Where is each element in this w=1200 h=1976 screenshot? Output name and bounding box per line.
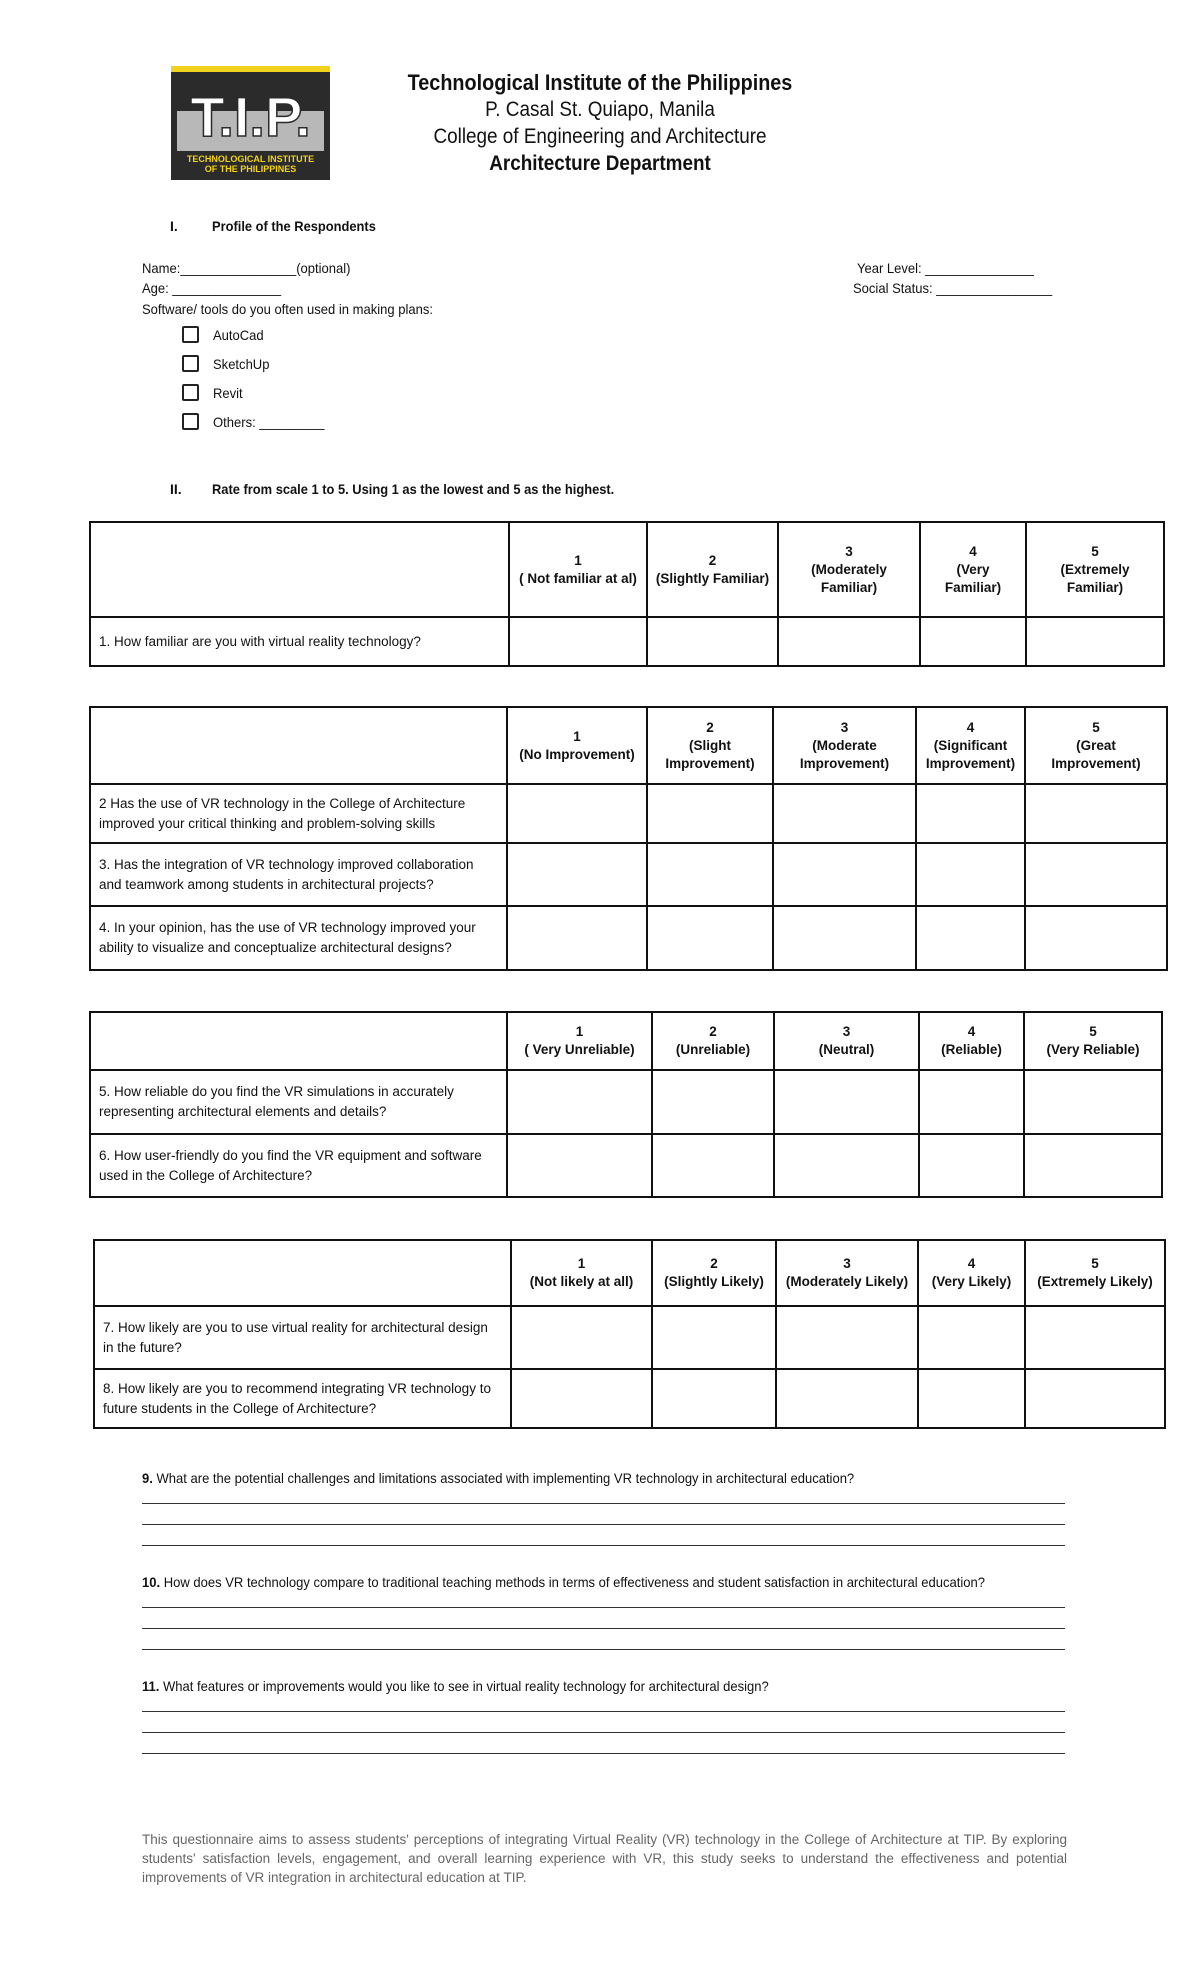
rating-cell[interactable]	[916, 906, 1025, 970]
reliability-table	[89, 1011, 1163, 1198]
open-question-10: 10. How does VR technology compare to traditional teaching methods in terms of effectiveness and student satisfaction in architectural education?	[142, 1574, 985, 1590]
rating-cell[interactable]	[773, 843, 916, 906]
revit-checkbox[interactable]	[182, 384, 199, 401]
table-corner	[90, 522, 509, 617]
scale-header: 5 (Extremely Likely)	[1025, 1240, 1165, 1306]
rating-cell[interactable]	[652, 1070, 774, 1134]
scale-header: 3 (Neutral)	[774, 1012, 919, 1070]
table-row	[90, 906, 1167, 970]
others-label: Others: _________	[213, 414, 325, 430]
question-3: 3. Has the integration of VR technology improved collaboration and teamwork among students in architectural projects?	[90, 843, 507, 906]
section-1-number: I.	[170, 218, 178, 234]
rating-cell[interactable]	[773, 784, 916, 843]
scale-header: 4 (Reliable)	[919, 1012, 1024, 1070]
scale-header: 5 (Extremely Familiar)	[1026, 522, 1164, 617]
name-field[interactable]: Name:________________(optional)	[142, 260, 351, 276]
rating-cell[interactable]	[1024, 1134, 1162, 1197]
scale-header: 3 (Moderately Familiar)	[778, 522, 920, 617]
rating-cell[interactable]	[1025, 1369, 1165, 1428]
familiarity-table	[89, 521, 1165, 667]
table-row	[90, 843, 1167, 906]
table-row	[90, 617, 1164, 666]
college-name: College of Engineering and Architecture	[433, 125, 767, 148]
logo-text: T.I.P.	[190, 85, 311, 148]
rating-cell[interactable]	[652, 1369, 776, 1428]
rating-cell[interactable]	[507, 843, 647, 906]
answer-line[interactable]	[142, 1649, 1065, 1650]
scale-header: 2 (Slightly Likely)	[652, 1240, 776, 1306]
logo-sub-line2: OF THE PHILIPPINES	[204, 164, 297, 174]
improvement-table	[89, 706, 1168, 971]
rating-cell[interactable]	[511, 1369, 652, 1428]
question-5: 5. How reliable do you find the VR simulations in accurately representing architectural elements and details?	[90, 1070, 507, 1134]
section-1-title: Profile of the Respondents	[212, 218, 376, 234]
answer-line[interactable]	[142, 1545, 1065, 1546]
revit-label: Revit	[213, 385, 243, 401]
scale-header: 2 (Slight Improvement)	[647, 707, 773, 784]
rating-cell[interactable]	[918, 1306, 1025, 1369]
rating-cell[interactable]	[1025, 843, 1167, 906]
others-checkbox[interactable]	[182, 413, 199, 430]
rating-cell[interactable]	[507, 1070, 652, 1134]
rating-cell[interactable]	[652, 1306, 776, 1369]
open-question-11: 11. What features or improvements would you like to see in virtual reality technology for architectural design?	[142, 1678, 769, 1694]
rating-cell[interactable]	[920, 617, 1026, 666]
rating-cell[interactable]	[1024, 1070, 1162, 1134]
rating-cell[interactable]	[776, 1306, 918, 1369]
answer-line[interactable]	[142, 1628, 1065, 1629]
scale-header: 1 ( Very Unreliable)	[507, 1012, 652, 1070]
question-8: 8. How likely are you to recommend integrating VR technology to future students in the College of Architecture?	[94, 1369, 511, 1428]
autocad-label: AutoCad	[213, 327, 264, 343]
rating-cell[interactable]	[1025, 906, 1167, 970]
rating-cell[interactable]	[1025, 1306, 1165, 1369]
rating-cell[interactable]	[652, 1134, 774, 1197]
answer-line[interactable]	[142, 1503, 1065, 1504]
scale-header: 2 (Slightly Familiar)	[647, 522, 778, 617]
scale-header: 3 (Moderately Likely)	[776, 1240, 918, 1306]
rating-cell[interactable]	[647, 617, 778, 666]
answer-line[interactable]	[142, 1732, 1065, 1733]
social-status-field[interactable]: Social Status: ________________	[853, 280, 1053, 296]
question-4: 4. In your opinion, has the use of VR technology improved your ability to visualize and conceptualize architectural designs?	[90, 906, 507, 970]
answer-line[interactable]	[142, 1524, 1065, 1525]
table-row	[94, 1369, 1165, 1428]
table-corner	[90, 707, 507, 784]
table-row	[90, 1134, 1162, 1197]
age-field[interactable]: Age: _______________	[142, 280, 282, 296]
scale-header: 5 (Great Improvement)	[1025, 707, 1167, 784]
scale-header: 1 (No Improvement)	[507, 707, 647, 784]
rating-cell[interactable]	[776, 1369, 918, 1428]
institution-name: Technological Institute of the Philippines	[407, 70, 793, 95]
tip-logo	[171, 66, 330, 180]
questionnaire-purpose-note: This questionnaire aims to assess students' perceptions of integrating Virtual Reality (VR) technology in the College of Architecture at TIP. By exploring students' satisfaction levels, engagement, and overall learning experience with VR, this study seeks to understand the effectiveness and potential improvements of VR integration in architectural education at TIP.	[142, 1832, 1067, 1885]
rating-cell[interactable]	[647, 906, 773, 970]
table-row	[94, 1306, 1165, 1369]
rating-cell[interactable]	[919, 1070, 1024, 1134]
sketchup-checkbox[interactable]	[182, 355, 199, 372]
section-2-number: II.	[170, 481, 182, 497]
rating-cell[interactable]	[647, 784, 773, 843]
rating-cell[interactable]	[1026, 617, 1164, 666]
rating-cell[interactable]	[916, 843, 1025, 906]
rating-cell[interactable]	[647, 843, 773, 906]
question-7: 7. How likely are you to use virtual reality for architectural design in the future?	[94, 1306, 511, 1369]
answer-line[interactable]	[142, 1753, 1065, 1754]
institution-address: P. Casal St. Quiapo, Manila	[485, 98, 715, 121]
logo-sub-line1: TECHNOLOGICAL INSTITUTE	[186, 154, 315, 164]
scale-header: 4 (Significant Improvement)	[916, 707, 1025, 784]
table-row	[90, 1070, 1162, 1134]
question-1: 1. How familiar are you with virtual reality technology?	[90, 617, 509, 666]
scale-header: 4 (Very Familiar)	[920, 522, 1026, 617]
year-level-field[interactable]: Year Level: _______________	[857, 260, 1034, 276]
answer-line[interactable]	[142, 1711, 1065, 1712]
open-question-9: 9. What are the potential challenges and limitations associated with implementing VR technology in architectural education?	[142, 1470, 855, 1486]
scale-header: 3 (Moderate Improvement)	[773, 707, 916, 784]
scale-header: 5 (Very Reliable)	[1024, 1012, 1162, 1070]
table-corner	[94, 1240, 511, 1306]
scale-header: 4 (Very Likely)	[918, 1240, 1025, 1306]
rating-cell[interactable]	[918, 1369, 1025, 1428]
scale-header: 1 ( Not familiar at al)	[509, 522, 647, 617]
rating-cell[interactable]	[773, 906, 916, 970]
scale-header: 2 (Unreliable)	[652, 1012, 774, 1070]
rating-cell[interactable]	[1025, 784, 1167, 843]
table-row	[90, 784, 1167, 843]
software-prompt: Software/ tools do you often used in making plans:	[142, 301, 433, 317]
rating-cell[interactable]	[919, 1134, 1024, 1197]
table-corner	[90, 1012, 507, 1070]
likelihood-table	[93, 1239, 1166, 1429]
rating-cell[interactable]	[509, 617, 647, 666]
answer-line[interactable]	[142, 1607, 1065, 1608]
scale-header: 1 (Not likely at all)	[511, 1240, 652, 1306]
rating-cell[interactable]	[916, 784, 1025, 843]
autocad-checkbox[interactable]	[182, 326, 199, 343]
section-2-title: Rate from scale 1 to 5. Using 1 as the lowest and 5 as the highest.	[212, 481, 615, 497]
rating-cell[interactable]	[507, 1134, 652, 1197]
rating-cell[interactable]	[507, 784, 647, 843]
rating-cell[interactable]	[507, 906, 647, 970]
question-6: 6. How user-friendly do you find the VR equipment and software used in the College of Architecture?	[90, 1134, 507, 1197]
rating-cell[interactable]	[774, 1070, 919, 1134]
document-header	[360, 70, 840, 176]
department-name: Architecture Department	[489, 152, 711, 175]
rating-cell[interactable]	[774, 1134, 919, 1197]
sketchup-label: SketchUp	[213, 356, 270, 372]
rating-cell[interactable]	[511, 1306, 652, 1369]
question-2: 2 Has the use of VR technology in the College of Architecture improved your critical thinking and problem-solving skills	[90, 784, 507, 843]
rating-cell[interactable]	[778, 617, 920, 666]
